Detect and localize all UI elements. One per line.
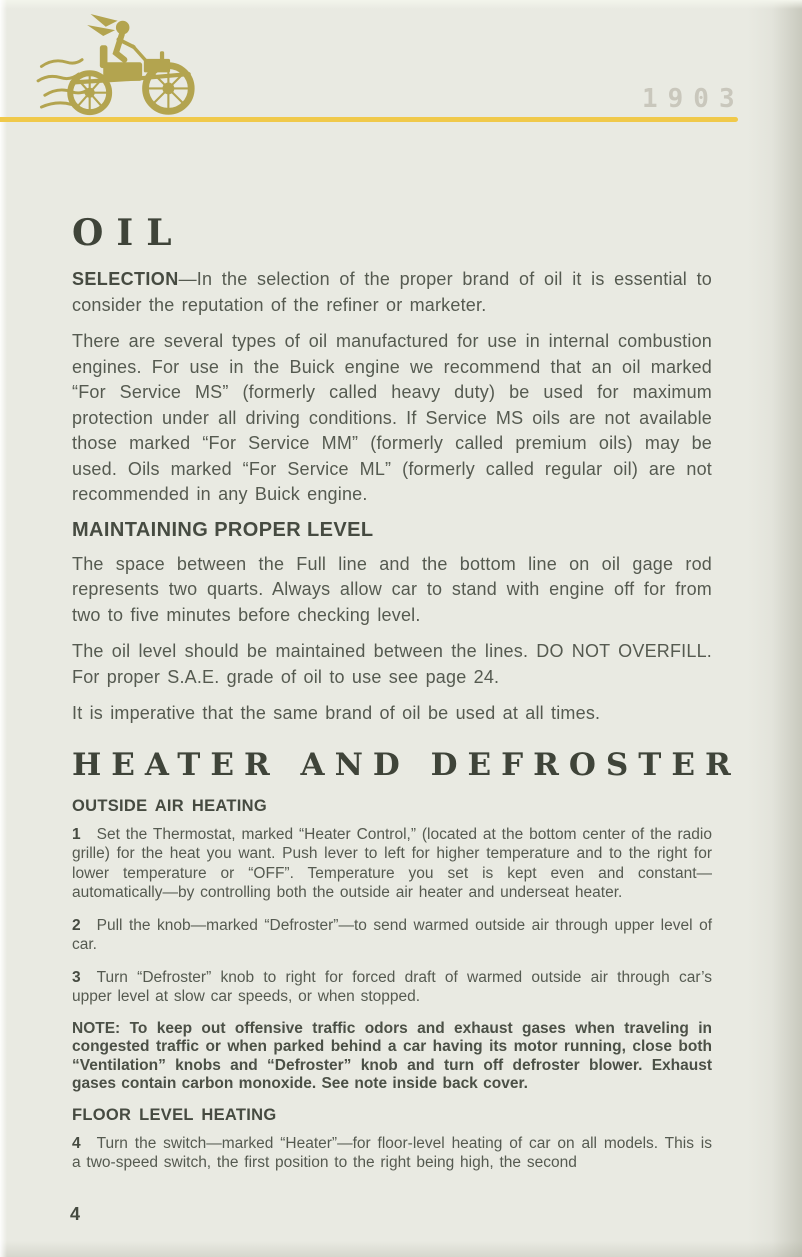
step-number: 3 bbox=[72, 968, 81, 986]
step-text: Turn the switch—marked “Heater”—for floor-level heating of car on all models. This is a two-speed switch, the first position to the right being high, the second bbox=[72, 1134, 712, 1171]
selection-paragraph bbox=[72, 267, 712, 318]
heater-section-title: HEATER AND DEFROSTER bbox=[72, 746, 741, 783]
header-accent-rule bbox=[0, 117, 738, 122]
vintage-car-icon bbox=[36, 14, 206, 124]
maintaining-paragraph-2: The oil level should be maintained between the lines. DO NOT OVERFILL. For proper S.A.E. grade of oil to use see page 24. bbox=[72, 641, 712, 687]
step-number: 1 bbox=[72, 825, 81, 843]
maintaining-paragraph-1: The space between the Full line and the bottom line on oil gage rod represents two quarts. Always allow car to stand with engine off for from two to five minutes before checking level. bbox=[72, 553, 712, 625]
maintaining-paragraph-3: It is imperative that the same brand of oil be used at all times. bbox=[72, 703, 601, 723]
oil-section-title: OIL bbox=[72, 212, 185, 254]
year-watermark: 1903 bbox=[642, 84, 745, 114]
maintaining-level-title: MAINTAINING PROPER LEVEL bbox=[72, 518, 374, 541]
heater-step-4 bbox=[72, 1134, 712, 1173]
outside-air-heating-title: OUTSIDE AIR HEATING bbox=[72, 796, 268, 815]
heater-step-3 bbox=[72, 968, 712, 1007]
safety-note: NOTE: To keep out offensive traffic odors and exhaust gases when traveling in congested traffic or when parked behind a car having its motor running, close both “Ventilation” knobs and “Defroster” knob and turn off defroster blower. Exhaust gases contain carbon monoxide. See note inside back cover. bbox=[72, 1019, 712, 1092]
heater-step-1 bbox=[72, 825, 712, 903]
oil-types-paragraph: There are several types of oil manufactured for use in internal combustion engines. For use in the Buick engine we recommend that an oil marked “For Service MS” (formerly called heavy duty) be used for maximum protection under all driving conditions. If Service MS oils are not available those marked “For Service MM” (formerly called premium oils) may be used. Oils marked “For Service ML” (formerly called regular oil) are not recommended in any Buick engine. bbox=[72, 331, 712, 504]
step-text: Pull the knob—marked “Defroster”—to send warmed outside air through upper level of car. bbox=[72, 916, 712, 953]
step-text: Turn “Defroster” knob to right for forced draft of warmed outside air through car’s upper level at slow car speeds, or when stopped. bbox=[72, 968, 712, 1005]
floor-level-heating-title: FLOOR LEVEL HEATING bbox=[72, 1105, 277, 1124]
page-number: 4 bbox=[70, 1204, 81, 1224]
selection-text: —In the selection of the proper brand of oil it is essential to consider the reputation of the refiner or marketer. bbox=[72, 269, 712, 315]
heater-step-2 bbox=[72, 916, 712, 955]
page-content bbox=[72, 212, 741, 1173]
step-number: 4 bbox=[72, 1134, 81, 1152]
step-number: 2 bbox=[72, 916, 81, 934]
selection-label: SELECTION bbox=[72, 269, 179, 289]
step-text: Set the Thermostat, marked “Heater Control,” (located at the bottom center of the radio grille) for the heat you want. Push lever to left for higher temperature and to the right for lower temperature or “OFF”. Temperature you set is kept even and constant—automatically—by controlling both the outside air heater and underseat heater. bbox=[72, 825, 712, 901]
